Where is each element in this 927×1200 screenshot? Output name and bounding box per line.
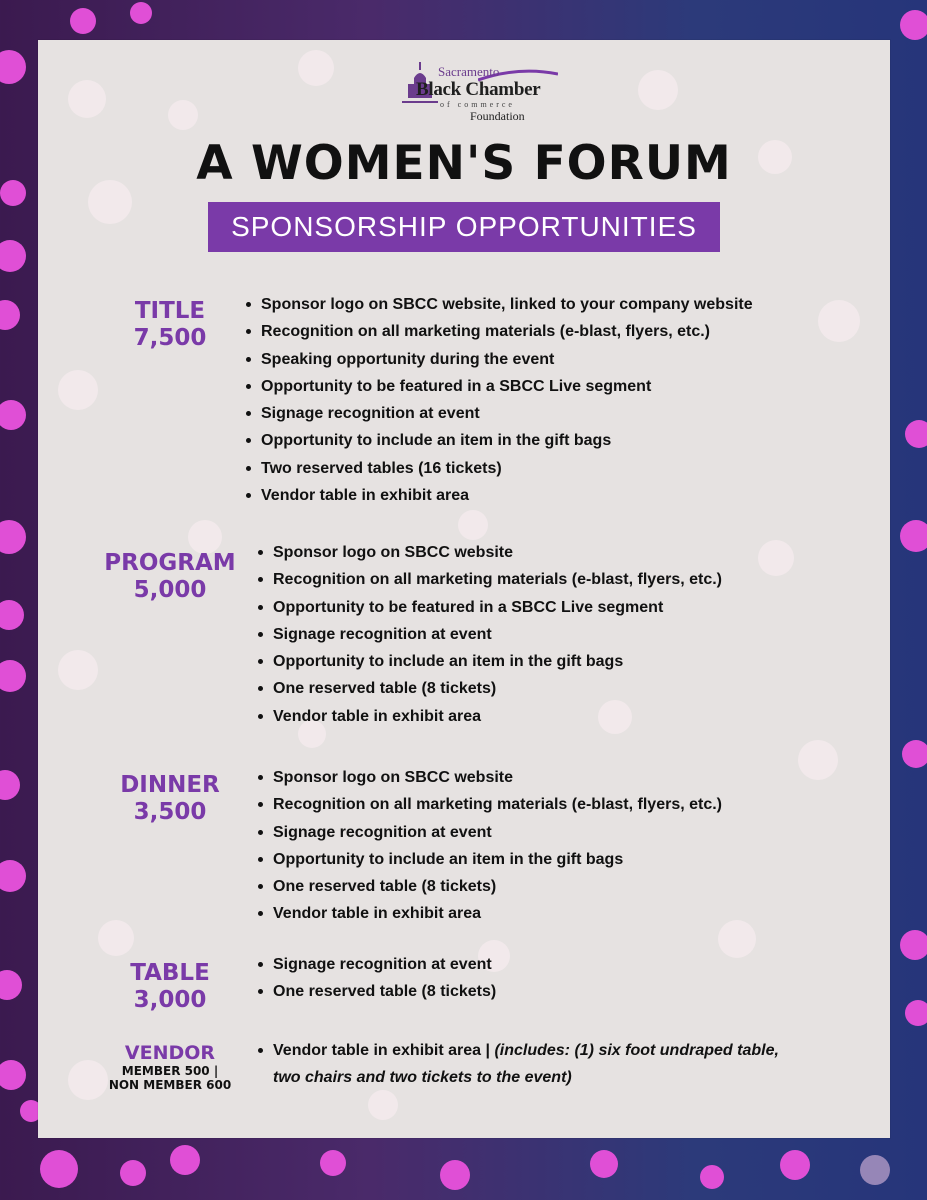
tier-title-benefits bbox=[243, 291, 753, 509]
tier-price-member: MEMBER 500 | bbox=[121, 1064, 219, 1078]
page-title: A WOMEN'S FORUM bbox=[196, 136, 732, 191]
tier-dinner-label bbox=[100, 772, 240, 826]
tier-price: 7,500 bbox=[133, 325, 207, 351]
content-panel bbox=[38, 40, 890, 1138]
list-item: Opportunity to include an item in the gift bags bbox=[273, 648, 722, 675]
list-item: Vendor table in exhibit area bbox=[261, 482, 753, 509]
tier-name: PROGRAM bbox=[104, 550, 236, 576]
tier-name: VENDOR bbox=[124, 1042, 216, 1064]
list-item: Recognition on all marketing materials (e-blast, flyers, etc.) bbox=[261, 318, 753, 345]
list-item: Signage recognition at event bbox=[273, 621, 722, 648]
list-item: Two reserved tables (16 tickets) bbox=[261, 455, 753, 482]
tier-price: 3,000 bbox=[133, 987, 207, 1013]
tier-title-label bbox=[100, 298, 240, 352]
tier-price: 3,500 bbox=[133, 799, 207, 825]
tier-price: 5,000 bbox=[133, 577, 207, 603]
list-item: Sponsor logo on SBCC website bbox=[273, 764, 722, 791]
tier-table-benefits bbox=[255, 951, 496, 1006]
list-item: Signage recognition at event bbox=[273, 819, 722, 846]
list-item: Recognition on all marketing materials (e-blast, flyers, etc.) bbox=[273, 566, 722, 593]
tier-table-label bbox=[100, 960, 240, 1014]
list-item: Opportunity to include an item in the gift bags bbox=[273, 846, 722, 873]
list-item: Recognition on all marketing materials (e-blast, flyers, etc.) bbox=[273, 791, 722, 818]
logo-line-3: of commerce bbox=[440, 100, 515, 109]
tier-name: DINNER bbox=[120, 772, 220, 798]
list-item: Signage recognition at event bbox=[261, 400, 753, 427]
list-item: Sponsor logo on SBCC website bbox=[273, 539, 722, 566]
tier-program-label bbox=[100, 550, 240, 604]
logo-line-2: Black Chamber bbox=[416, 79, 541, 100]
vendor-item-detail-2: two chairs and two tickets to the event) bbox=[273, 1069, 572, 1087]
tier-name: TITLE bbox=[134, 298, 206, 324]
list-item: Sponsor logo on SBCC website, linked to your company website bbox=[261, 291, 753, 318]
vendor-item-main: Vendor table in exhibit area | bbox=[273, 1042, 495, 1059]
tier-price-nonmember: NON MEMBER 600 bbox=[108, 1078, 232, 1092]
list-item: Opportunity to be featured in a SBCC Live segment bbox=[261, 373, 753, 400]
sbcc-foundation-logo bbox=[398, 58, 558, 128]
list-item: Vendor table in exhibit area bbox=[273, 703, 722, 730]
tier-dinner-benefits bbox=[255, 764, 722, 928]
tier-program-benefits bbox=[255, 539, 722, 730]
tier-name: TABLE bbox=[130, 960, 210, 986]
list-item: Speaking opportunity during the event bbox=[261, 346, 753, 373]
list-item: Vendor table in exhibit area bbox=[273, 900, 722, 927]
list-item: One reserved table (8 tickets) bbox=[273, 675, 722, 702]
logo-line-1: Sacramento bbox=[438, 64, 500, 79]
list-item bbox=[273, 1037, 853, 1092]
tier-vendor-label bbox=[100, 1042, 240, 1092]
list-item: One reserved table (8 tickets) bbox=[273, 978, 496, 1005]
list-item: Opportunity to be featured in a SBCC Live segment bbox=[273, 594, 722, 621]
logo-line-4: Foundation bbox=[470, 109, 525, 123]
subtitle-banner: SPONSORSHIP OPPORTUNITIES bbox=[208, 202, 720, 252]
vendor-item-detail-1: (includes: (1) six foot undraped table, bbox=[494, 1042, 779, 1059]
list-item: Signage recognition at event bbox=[273, 951, 496, 978]
tier-vendor-benefits bbox=[255, 1037, 853, 1092]
list-item: One reserved table (8 tickets) bbox=[273, 873, 722, 900]
list-item: Opportunity to include an item in the gift bags bbox=[261, 427, 753, 454]
